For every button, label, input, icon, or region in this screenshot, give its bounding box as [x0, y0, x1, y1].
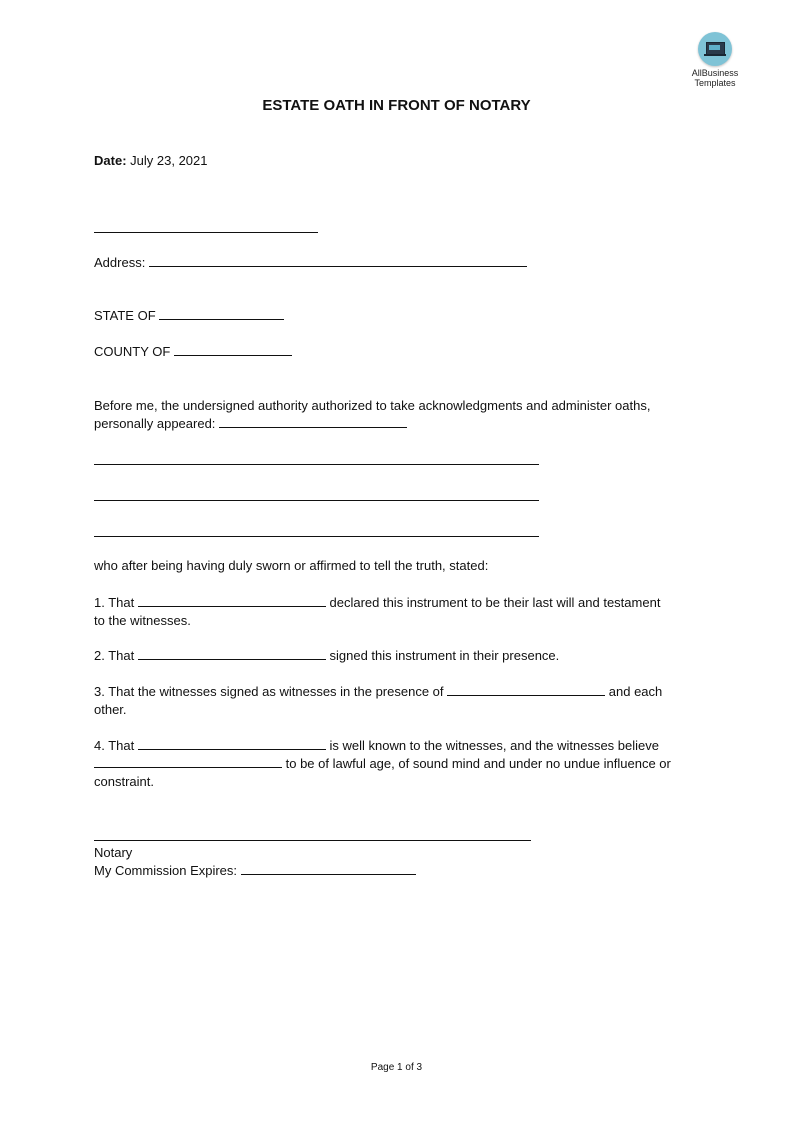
item-3 — [94, 683, 704, 719]
notary-block — [94, 844, 704, 880]
item4-blank-2[interactable] — [94, 755, 282, 768]
intro-line2: personally appeared: — [94, 416, 216, 431]
laptop-icon — [698, 32, 732, 66]
item-4 — [94, 737, 704, 791]
item2-suffix: signed this instrument in their presence. — [329, 648, 560, 663]
state-blank[interactable] — [159, 307, 284, 320]
date-value: July 23, 2021 — [130, 153, 208, 168]
item-1 — [94, 594, 704, 630]
notary-label: Notary — [94, 845, 133, 860]
date-line: Date: July 23, 2021 — [94, 153, 208, 168]
appeared-blank[interactable] — [219, 415, 407, 428]
item3-blank[interactable] — [447, 683, 605, 696]
date-label: Date — [94, 153, 123, 168]
item4-suffix: is well known to the witnesses, and the witnesses believe — [329, 738, 659, 753]
item3-suffix: and each — [608, 684, 663, 699]
notary-signature-blank[interactable] — [94, 840, 531, 841]
item2-prefix: 2. That — [94, 648, 135, 663]
item4-prefix: 4. That — [94, 738, 135, 753]
person-blank-2[interactable] — [94, 500, 539, 501]
item4-line2-suffix: to be of lawful age, of sound mind and under no undue influence or — [285, 756, 671, 771]
name-blank[interactable] — [94, 232, 318, 233]
item1-suffix: declared this instrument to be their last will and testament — [329, 595, 661, 610]
county-line — [94, 343, 292, 359]
county-label: COUNTY OF — [94, 344, 171, 359]
state-label: STATE OF — [94, 308, 156, 323]
item2-blank[interactable] — [138, 647, 326, 660]
document-title: ESTATE OATH IN FRONT OF NOTARY — [262, 97, 531, 114]
item4-blank-1[interactable] — [138, 737, 326, 750]
item3-prefix: 3. That the witnesses signed as witnesses in the presence of — [94, 684, 444, 699]
intro-paragraph — [94, 397, 704, 433]
logo-text — [684, 68, 746, 88]
item3-cont: other. — [94, 702, 127, 717]
county-blank[interactable] — [174, 343, 292, 356]
item1-cont: to the witnesses. — [94, 613, 191, 628]
commission-label: My Commission Expires: — [94, 863, 238, 878]
address-label: Address: — [94, 255, 146, 270]
logo-line1: AllBusiness — [691, 68, 739, 78]
page-number: Page 1 of 3 — [370, 1062, 423, 1073]
address-line — [94, 254, 527, 270]
state-line — [94, 307, 284, 323]
sworn-statement: who after being having duly sworn or affirmed to tell the truth, stated: — [94, 558, 489, 573]
item1-prefix: 1. That — [94, 595, 135, 610]
item1-blank[interactable] — [138, 594, 326, 607]
person-blank-1[interactable] — [94, 464, 539, 465]
item-2 — [94, 647, 704, 665]
logo-line2: Templates — [694, 78, 736, 88]
address-blank[interactable] — [149, 254, 527, 267]
person-blank-3[interactable] — [94, 536, 539, 537]
intro-line1: Before me, the undersigned authority authorized to take acknowledgments and administer oaths, — [94, 398, 651, 413]
allbusiness-logo — [684, 32, 746, 88]
commission-blank[interactable] — [241, 862, 416, 875]
item4-cont: constraint. — [94, 774, 154, 789]
